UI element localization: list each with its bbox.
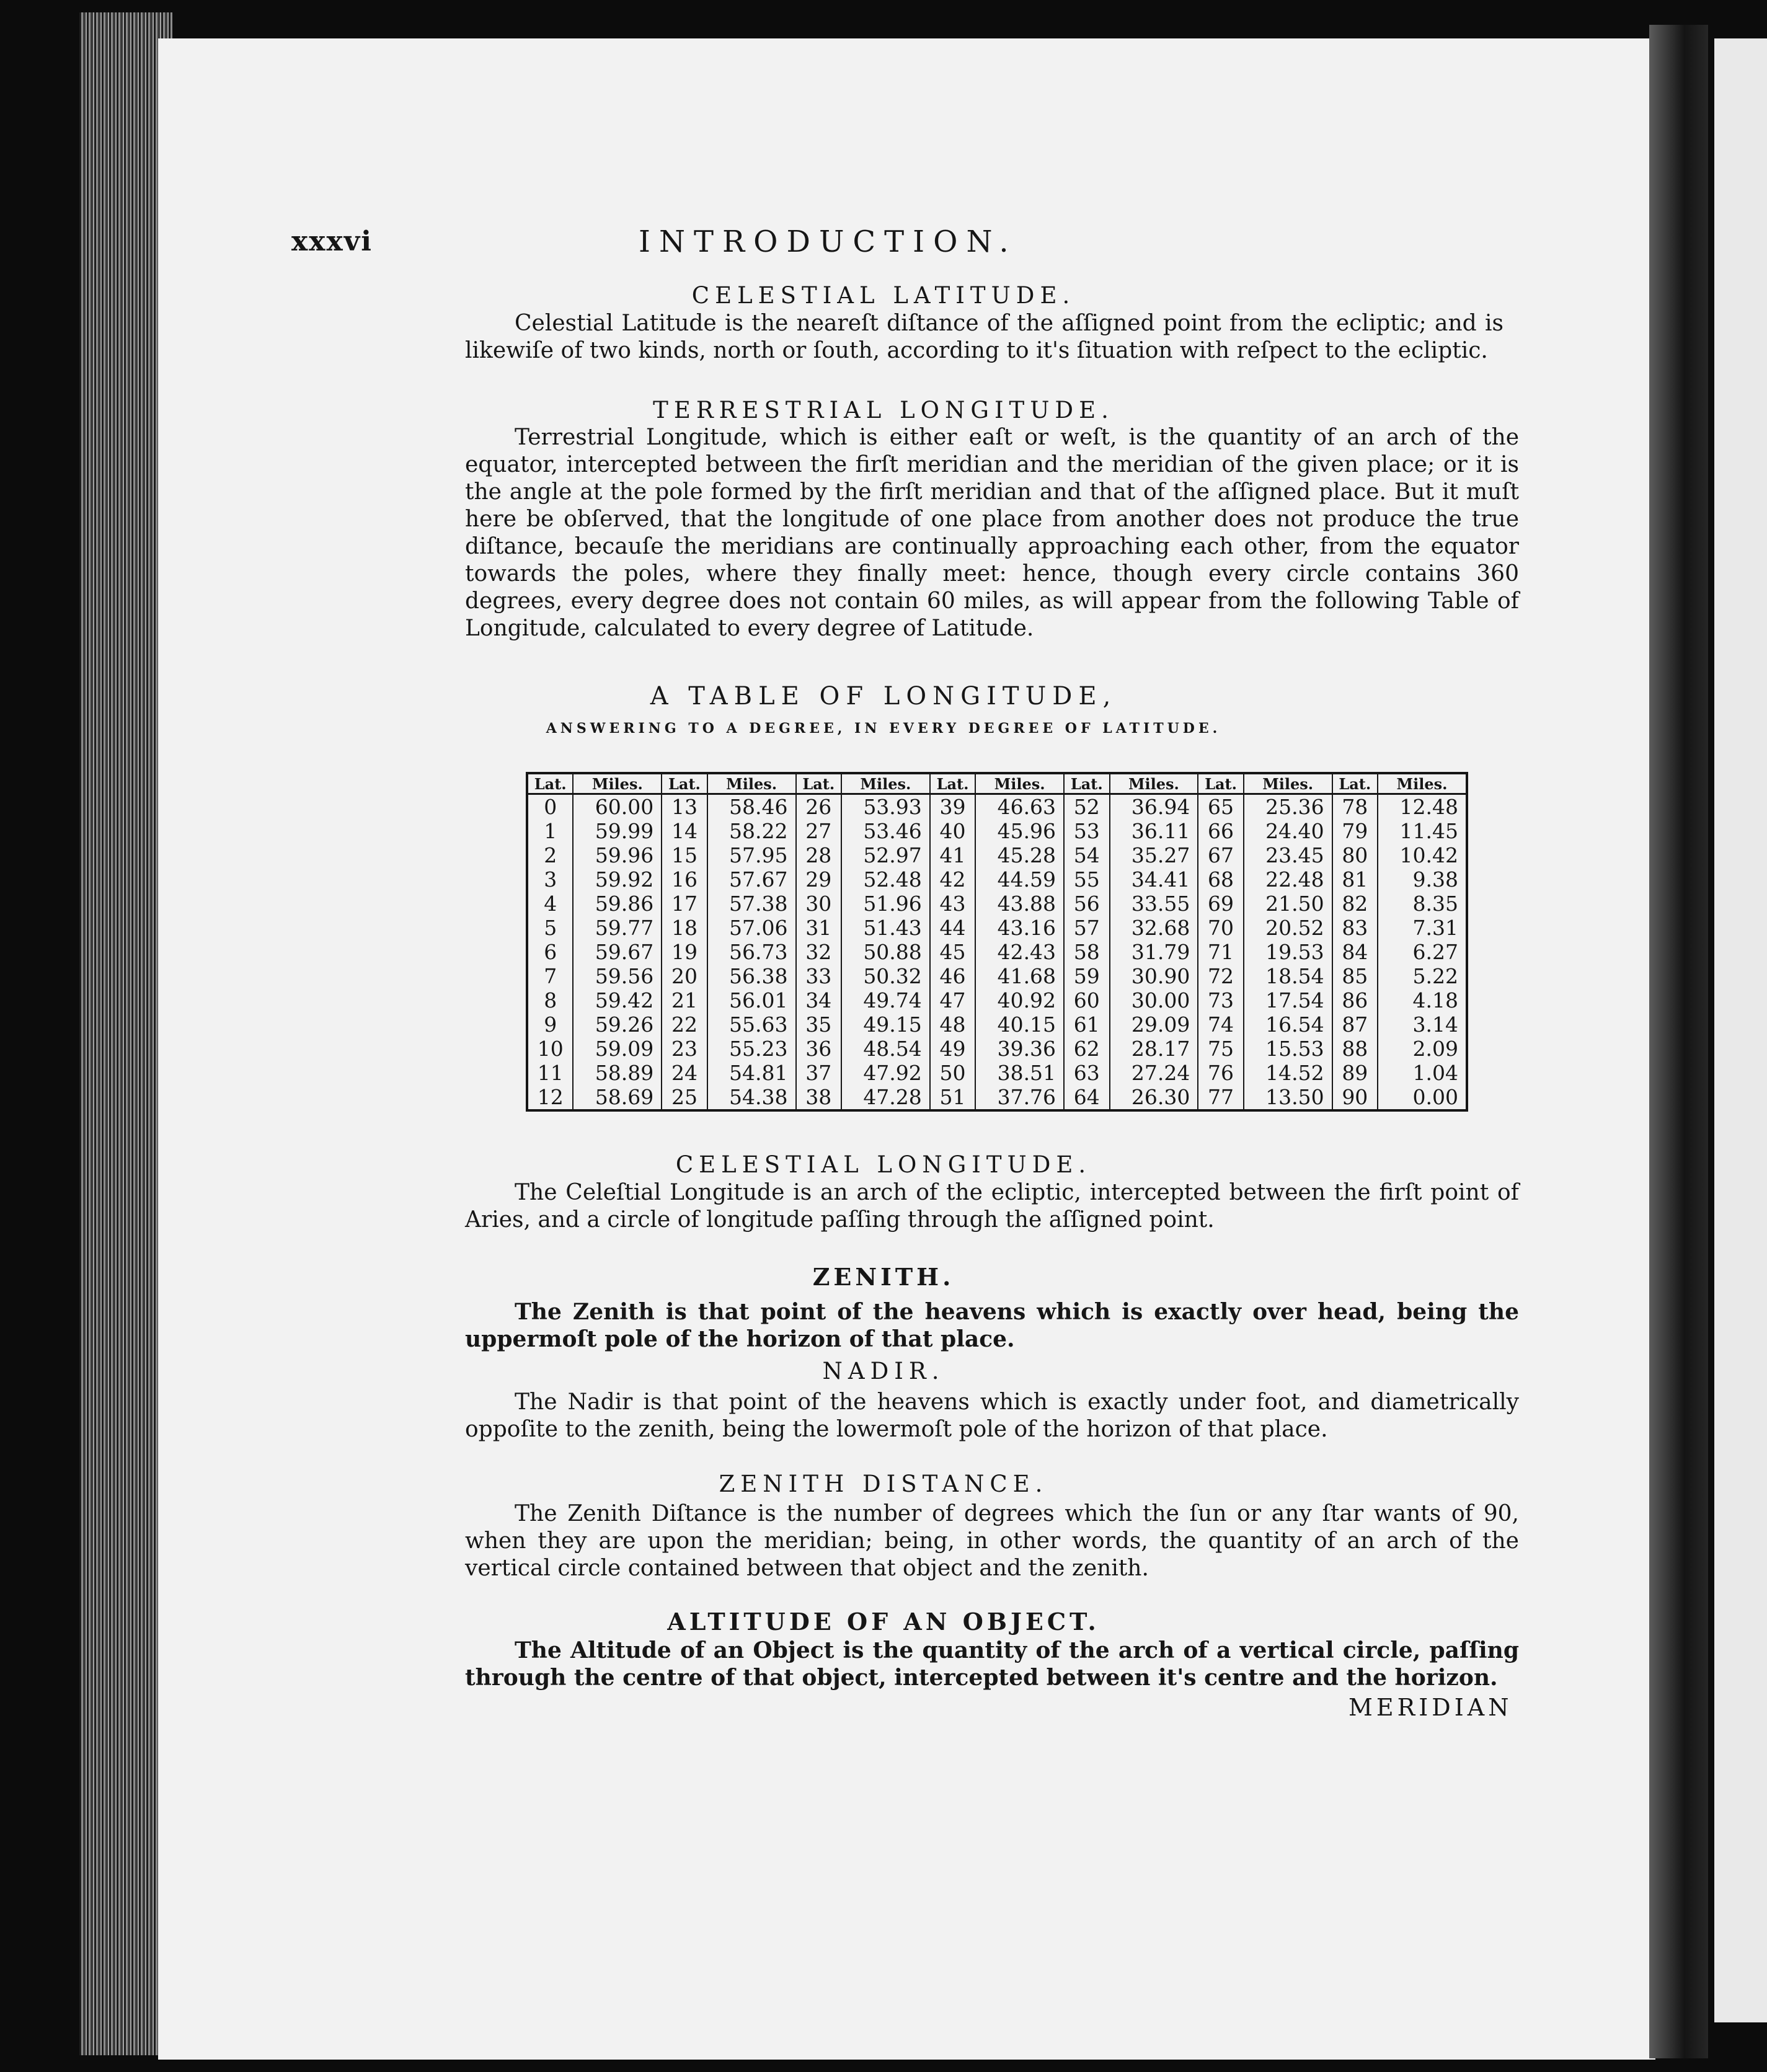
- miles-cell: 34.41: [1110, 867, 1198, 892]
- latitude-cell: 90: [1332, 1085, 1378, 1110]
- latitude-cell: 66: [1198, 819, 1243, 843]
- latitude-cell: 49: [930, 1037, 975, 1061]
- table-body: [527, 794, 1467, 1111]
- header-lat: Lat.: [662, 773, 707, 794]
- latitude-cell: 4: [527, 892, 573, 916]
- latitude-cell: 20: [662, 964, 707, 988]
- miles-cell: 59.86: [573, 892, 662, 916]
- paragraph-celestial-longitude: The Celeſtial Longitude is an arch of the ecliptic, intercepted between the firſt point of Aries, and a circle of longitude paſſing through the aſſigned point.: [465, 1180, 1519, 1233]
- miles-cell: 31.79: [1110, 940, 1198, 964]
- paragraph-altitude: The Altitude of an Object is the quantity of the arch of a vertical circle, paſſing through the centre of that object, intercepted between it's centre and the horizon.: [465, 1637, 1519, 1691]
- table-title: A TABLE OF LONGITUDE,: [650, 682, 1117, 711]
- header-miles: Miles.: [1110, 773, 1198, 794]
- facing-page-edge: [1714, 38, 1767, 2022]
- header-lat: Lat.: [930, 773, 975, 794]
- latitude-cell: 44: [930, 916, 975, 940]
- miles-cell: 5.22: [1378, 964, 1467, 988]
- miles-cell: 58.46: [707, 794, 796, 820]
- miles-cell: 16.54: [1244, 1012, 1332, 1037]
- miles-cell: 32.68: [1110, 916, 1198, 940]
- miles-cell: 59.77: [573, 916, 662, 940]
- miles-cell: 45.96: [975, 819, 1064, 843]
- table-row: [527, 988, 1467, 1012]
- latitude-cell: 7: [527, 964, 573, 988]
- miles-cell: 3.14: [1378, 1012, 1467, 1037]
- latitude-cell: 3: [527, 867, 573, 892]
- latitude-cell: 77: [1198, 1085, 1243, 1110]
- latitude-cell: 28: [796, 843, 841, 867]
- latitude-cell: 67: [1198, 843, 1243, 867]
- latitude-cell: 78: [1332, 794, 1378, 820]
- miles-cell: 47.92: [841, 1061, 930, 1085]
- latitude-cell: 25: [662, 1085, 707, 1110]
- miles-cell: 50.32: [841, 964, 930, 988]
- longitude-table: [526, 772, 1468, 1112]
- latitude-cell: 1: [527, 819, 573, 843]
- latitude-cell: 76: [1198, 1061, 1243, 1085]
- latitude-cell: 27: [796, 819, 841, 843]
- table-row: [527, 940, 1467, 964]
- header-lat: Lat.: [1064, 773, 1109, 794]
- header-miles: Miles.: [573, 773, 662, 794]
- miles-cell: 10.42: [1378, 843, 1467, 867]
- paragraph-celestial-latitude: Celestial Latitude is the neareſt diſtance of the aſſigned point from the ecliptic; and is likewiſe of two kinds, north or ſouth, according to it's ſituation with reſpect to the ecliptic.: [465, 311, 1504, 363]
- latitude-cell: 56: [1064, 892, 1109, 916]
- latitude-cell: 45: [930, 940, 975, 964]
- latitude-cell: 26: [796, 794, 841, 820]
- miles-cell: 1.04: [1378, 1061, 1467, 1085]
- latitude-cell: 15: [662, 843, 707, 867]
- latitude-cell: 57: [1064, 916, 1109, 940]
- table-header-row: [527, 773, 1467, 794]
- latitude-cell: 12: [527, 1085, 573, 1110]
- latitude-cell: 80: [1332, 843, 1378, 867]
- miles-cell: 13.50: [1244, 1085, 1332, 1110]
- miles-cell: 9.38: [1378, 867, 1467, 892]
- miles-cell: 29.09: [1110, 1012, 1198, 1037]
- miles-cell: 15.53: [1244, 1037, 1332, 1061]
- table-row: [527, 1085, 1467, 1110]
- miles-cell: 43.16: [975, 916, 1064, 940]
- miles-cell: 21.50: [1244, 892, 1332, 916]
- miles-cell: 56.01: [707, 988, 796, 1012]
- latitude-cell: 6: [527, 940, 573, 964]
- latitude-cell: 68: [1198, 867, 1243, 892]
- miles-cell: 11.45: [1378, 819, 1467, 843]
- miles-cell: 6.27: [1378, 940, 1467, 964]
- section-heading-altitude: ALTITUDE OF AN OBJECT.: [667, 1608, 1100, 1636]
- latitude-cell: 58: [1064, 940, 1109, 964]
- miles-cell: 51.43: [841, 916, 930, 940]
- latitude-cell: 48: [930, 1012, 975, 1037]
- latitude-cell: 86: [1332, 988, 1378, 1012]
- latitude-cell: 54: [1064, 843, 1109, 867]
- table-row: [527, 867, 1467, 892]
- miles-cell: 53.93: [841, 794, 930, 820]
- miles-cell: 59.42: [573, 988, 662, 1012]
- miles-cell: 57.06: [707, 916, 796, 940]
- table-row: [527, 964, 1467, 988]
- table-row: [527, 892, 1467, 916]
- miles-cell: 28.17: [1110, 1037, 1198, 1061]
- latitude-cell: 32: [796, 940, 841, 964]
- latitude-cell: 10: [527, 1037, 573, 1061]
- miles-cell: 53.46: [841, 819, 930, 843]
- latitude-cell: 79: [1332, 819, 1378, 843]
- miles-cell: 43.88: [975, 892, 1064, 916]
- miles-cell: 49.15: [841, 1012, 930, 1037]
- latitude-cell: 46: [930, 964, 975, 988]
- miles-cell: 59.26: [573, 1012, 662, 1037]
- latitude-cell: 60: [1064, 988, 1109, 1012]
- latitude-cell: 2: [527, 843, 573, 867]
- latitude-cell: 72: [1198, 964, 1243, 988]
- miles-cell: 40.92: [975, 988, 1064, 1012]
- miles-cell: 55.23: [707, 1037, 796, 1061]
- latitude-cell: 42: [930, 867, 975, 892]
- latitude-cell: 64: [1064, 1085, 1109, 1110]
- miles-cell: 50.88: [841, 940, 930, 964]
- section-heading-zenith: ZENITH.: [812, 1263, 955, 1291]
- latitude-cell: 35: [796, 1012, 841, 1037]
- latitude-cell: 53: [1064, 819, 1109, 843]
- latitude-cell: 87: [1332, 1012, 1378, 1037]
- table-row: [527, 1037, 1467, 1061]
- paragraph-nadir: The Nadir is that point of the heavens which is exactly under foot, and diametrically oppoſite to the zenith, being the lowermoſt pole of the horizon of that place.: [465, 1389, 1519, 1442]
- miles-cell: 42.43: [975, 940, 1064, 964]
- latitude-cell: 19: [662, 940, 707, 964]
- section-heading-celestial-latitude: CELESTIAL LATITUDE.: [691, 282, 1076, 309]
- latitude-cell: 8: [527, 988, 573, 1012]
- latitude-cell: 31: [796, 916, 841, 940]
- table-row: [527, 794, 1467, 820]
- miles-cell: 30.00: [1110, 988, 1198, 1012]
- latitude-cell: 84: [1332, 940, 1378, 964]
- header-lat: Lat.: [1332, 773, 1378, 794]
- miles-cell: 58.69: [573, 1085, 662, 1110]
- miles-cell: 36.94: [1110, 794, 1198, 820]
- header-lat: Lat.: [1198, 773, 1243, 794]
- latitude-cell: 69: [1198, 892, 1243, 916]
- latitude-cell: 18: [662, 916, 707, 940]
- latitude-cell: 33: [796, 964, 841, 988]
- section-heading-celestial-longitude: CELESTIAL LONGITUDE.: [675, 1151, 1092, 1178]
- running-header: [291, 224, 1531, 262]
- miles-cell: 58.22: [707, 819, 796, 843]
- miles-cell: 25.36: [1244, 794, 1332, 820]
- latitude-cell: 61: [1064, 1012, 1109, 1037]
- latitude-cell: 38: [796, 1085, 841, 1110]
- latitude-cell: 34: [796, 988, 841, 1012]
- latitude-cell: 29: [796, 867, 841, 892]
- paragraph-zenith: The Zenith is that point of the heavens which is exactly over head, being the uppermoſt pole of the horizon of that place.: [465, 1299, 1519, 1352]
- latitude-cell: 23: [662, 1037, 707, 1061]
- miles-cell: 47.28: [841, 1085, 930, 1110]
- miles-cell: 60.00: [573, 794, 662, 820]
- miles-cell: 59.09: [573, 1037, 662, 1061]
- miles-cell: 24.40: [1244, 819, 1332, 843]
- latitude-cell: 81: [1332, 867, 1378, 892]
- miles-cell: 38.51: [975, 1061, 1064, 1085]
- table-row: [527, 1061, 1467, 1085]
- miles-cell: 51.96: [841, 892, 930, 916]
- latitude-cell: 40: [930, 819, 975, 843]
- miles-cell: 57.95: [707, 843, 796, 867]
- latitude-cell: 85: [1332, 964, 1378, 988]
- header-miles: Miles.: [841, 773, 930, 794]
- latitude-cell: 39: [930, 794, 975, 820]
- latitude-cell: 21: [662, 988, 707, 1012]
- miles-cell: 4.18: [1378, 988, 1467, 1012]
- miles-cell: 22.48: [1244, 867, 1332, 892]
- latitude-cell: 52: [1064, 794, 1109, 820]
- latitude-cell: 55: [1064, 867, 1109, 892]
- latitude-cell: 47: [930, 988, 975, 1012]
- latitude-cell: 22: [662, 1012, 707, 1037]
- latitude-cell: 17: [662, 892, 707, 916]
- latitude-cell: 11: [527, 1061, 573, 1085]
- latitude-cell: 5: [527, 916, 573, 940]
- table-row: [527, 819, 1467, 843]
- miles-cell: 36.11: [1110, 819, 1198, 843]
- miles-cell: 26.30: [1110, 1085, 1198, 1110]
- miles-cell: 7.31: [1378, 916, 1467, 940]
- header-miles: Miles.: [1244, 773, 1332, 794]
- miles-cell: 33.55: [1110, 892, 1198, 916]
- page-gutter: [1649, 25, 1708, 2058]
- miles-cell: 17.54: [1244, 988, 1332, 1012]
- header-miles: Miles.: [975, 773, 1064, 794]
- miles-cell: 49.74: [841, 988, 930, 1012]
- latitude-cell: 0: [527, 794, 573, 820]
- table-row: [527, 916, 1467, 940]
- latitude-cell: 73: [1198, 988, 1243, 1012]
- paragraph-zenith-distance: The Zenith Diſtance is the number of degrees which the ſun or any ſtar wants of 90, when they are upon the meridian; being, in other words, the quantity of an arch of the vertical circle contained between that object and the zenith.: [465, 1501, 1519, 1581]
- header-miles: Miles.: [707, 773, 796, 794]
- catchword: MERIDIAN: [1348, 1694, 1513, 1721]
- page-folio: xxxvi: [291, 226, 373, 257]
- miles-cell: 8.35: [1378, 892, 1467, 916]
- header-miles: Miles.: [1378, 773, 1467, 794]
- miles-cell: 27.24: [1110, 1061, 1198, 1085]
- latitude-cell: 24: [662, 1061, 707, 1085]
- latitude-cell: 62: [1064, 1037, 1109, 1061]
- miles-cell: 41.68: [975, 964, 1064, 988]
- table-row: [527, 1012, 1467, 1037]
- latitude-cell: 70: [1198, 916, 1243, 940]
- latitude-cell: 65: [1198, 794, 1243, 820]
- miles-cell: 59.99: [573, 819, 662, 843]
- miles-cell: 52.97: [841, 843, 930, 867]
- latitude-cell: 71: [1198, 940, 1243, 964]
- miles-cell: 54.38: [707, 1085, 796, 1110]
- miles-cell: 12.48: [1378, 794, 1467, 820]
- miles-cell: 45.28: [975, 843, 1064, 867]
- miles-cell: 30.90: [1110, 964, 1198, 988]
- latitude-cell: 88: [1332, 1037, 1378, 1061]
- miles-cell: 56.73: [707, 940, 796, 964]
- miles-cell: 48.54: [841, 1037, 930, 1061]
- latitude-cell: 74: [1198, 1012, 1243, 1037]
- section-heading-nadir: NADIR.: [822, 1358, 945, 1384]
- miles-cell: 2.09: [1378, 1037, 1467, 1061]
- latitude-cell: 37: [796, 1061, 841, 1085]
- latitude-cell: 13: [662, 794, 707, 820]
- running-title: INTRODUCTION.: [639, 224, 1017, 259]
- miles-cell: 39.36: [975, 1037, 1064, 1061]
- miles-cell: 23.45: [1244, 843, 1332, 867]
- latitude-cell: 43: [930, 892, 975, 916]
- miles-cell: 59.67: [573, 940, 662, 964]
- miles-cell: 58.89: [573, 1061, 662, 1085]
- miles-cell: 14.52: [1244, 1061, 1332, 1085]
- miles-cell: 52.48: [841, 867, 930, 892]
- latitude-cell: 14: [662, 819, 707, 843]
- miles-cell: 20.52: [1244, 916, 1332, 940]
- latitude-cell: 75: [1198, 1037, 1243, 1061]
- miles-cell: 37.76: [975, 1085, 1064, 1110]
- latitude-cell: 9: [527, 1012, 573, 1037]
- miles-cell: 59.96: [573, 843, 662, 867]
- miles-cell: 35.27: [1110, 843, 1198, 867]
- latitude-cell: 83: [1332, 916, 1378, 940]
- miles-cell: 55.63: [707, 1012, 796, 1037]
- header-lat: Lat.: [527, 773, 573, 794]
- latitude-cell: 30: [796, 892, 841, 916]
- miles-cell: 54.81: [707, 1061, 796, 1085]
- latitude-cell: 63: [1064, 1061, 1109, 1085]
- latitude-cell: 51: [930, 1085, 975, 1110]
- miles-cell: 0.00: [1378, 1085, 1467, 1110]
- miles-cell: 57.67: [707, 867, 796, 892]
- latitude-cell: 82: [1332, 892, 1378, 916]
- header-lat: Lat.: [796, 773, 841, 794]
- miles-cell: 19.53: [1244, 940, 1332, 964]
- table-row: [527, 843, 1467, 867]
- miles-cell: 57.38: [707, 892, 796, 916]
- section-heading-terrestrial-longitude: TERRESTRIAL LONGITUDE.: [653, 397, 1114, 423]
- miles-cell: 18.54: [1244, 964, 1332, 988]
- latitude-cell: 16: [662, 867, 707, 892]
- miles-cell: 46.63: [975, 794, 1064, 820]
- latitude-cell: 89: [1332, 1061, 1378, 1085]
- table-subtitle: ANSWERING TO A DEGREE, IN EVERY DEGREE OF LATITUDE.: [546, 720, 1221, 737]
- miles-cell: 44.59: [975, 867, 1064, 892]
- section-heading-zenith-distance: ZENITH DISTANCE.: [719, 1471, 1048, 1497]
- miles-cell: 56.38: [707, 964, 796, 988]
- miles-cell: 40.15: [975, 1012, 1064, 1037]
- latitude-cell: 36: [796, 1037, 841, 1061]
- latitude-cell: 50: [930, 1061, 975, 1085]
- latitude-cell: 59: [1064, 964, 1109, 988]
- latitude-cell: 41: [930, 843, 975, 867]
- paragraph-terrestrial-longitude: Terrestrial Longitude, which is either eaſt or weſt, is the quantity of an arch of the equator, intercepted between the firſt meridian and the meridian of the given place; or it is the angle at the pole formed by the firſt meridian and that of the aſſigned place. But it muſt here be obſerved, that the longitude of one place from another does not produce the true diſtance, becauſe the meridians are continually approaching each other, from the equator towards the poles, where they finally meet: hence, though every circle contains 360 degrees, every degree does not contain 60 miles, as will appear from the following Table of Longitude, calculated to every degree of Latitude.: [465, 425, 1519, 641]
- miles-cell: 59.56: [573, 964, 662, 988]
- miles-cell: 59.92: [573, 867, 662, 892]
